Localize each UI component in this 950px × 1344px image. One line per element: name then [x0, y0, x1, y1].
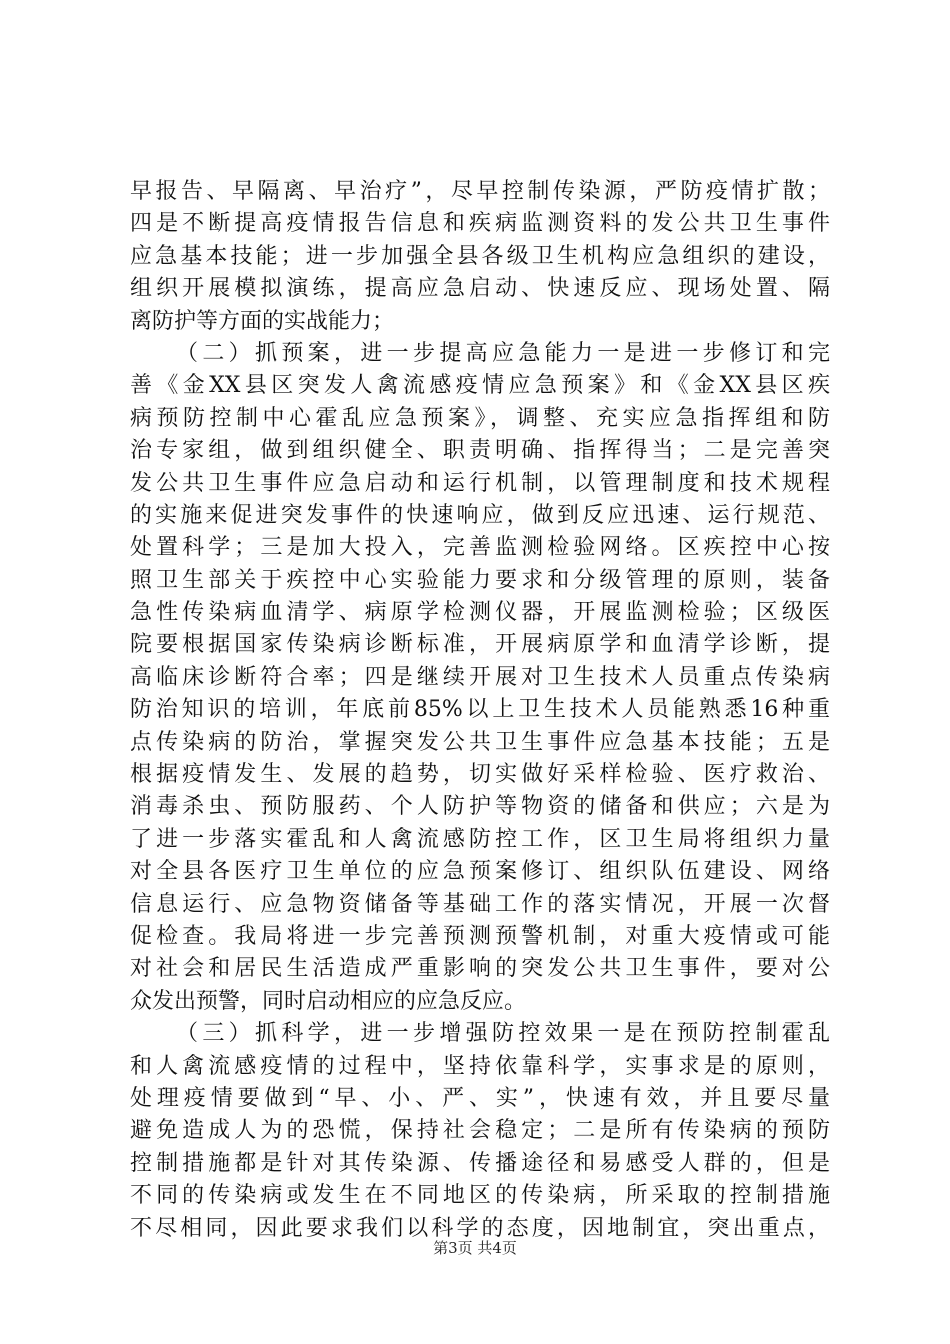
text-line: 对全县各医疗卫生单位的应急预案修订、组织队伍建设、网络 [130, 859, 830, 885]
page-number-footer: 第3页 共4页 [433, 1239, 517, 1257]
document-body [130, 176, 830, 1245]
text-line: 病预防控制中心霍乱应急预案》，调整、充实应急指挥组和防 [130, 405, 830, 431]
text-line: 对社会和居民生活造成严重影响的突发公共卫生事件，要对公 [130, 956, 830, 982]
text-line: 不同的传染病或发生在不同地区的传染病，所采取的控制措施 [130, 1183, 830, 1209]
text-line: 了进一步落实霍乱和人禽流感防控工作，区卫生局将组织力量 [130, 826, 830, 852]
text-line: 促检查。我局将进一步完善预测预警机制，对重大疫情或可能 [130, 923, 830, 949]
text-line: 消毒杀虫、预防服药、个人防护等物资的储备和供应；六是为 [130, 794, 830, 820]
text-line: 发公共卫生事件应急启动和运行机制，以管理制度和技术规程 [130, 470, 830, 496]
text-line: 和人禽流感疫情的过程中，坚持依靠科学，实事求是的原则， [130, 1053, 830, 1079]
text-line: 的实施来促进突发事件的快速响应，做到反应迅速、运行规范、 [130, 502, 830, 528]
text-line: 治专家组，做到组织健全、职责明确、指挥得当；二是完善突 [130, 438, 830, 464]
text-line: 急性传染病血清学、病原学检测仪器，开展监测检验；区级医 [130, 600, 830, 626]
text-line: 避免造成人为的恐慌，保持社会稳定；二是所有传染病的预防 [130, 1118, 830, 1144]
text-line: 控制措施都是针对其传染源、传播途径和易感受人群的，但是 [130, 1150, 830, 1176]
text-line: 高临床诊断符合率；四是继续开展对卫生技术人员重点传染病 [130, 664, 830, 690]
text-line: 根据疫情发生、发展的趋势，切实做好采样检验、医疗救治、 [130, 762, 830, 788]
text-line: 早报告、早隔离、早治疗”，尽早控制传染源，严防疫情扩散； [130, 179, 830, 204]
text-line: 院要根据国家传染病诊断标准，开展病原学和血清学诊断，提 [130, 632, 830, 658]
text-line: 四是不断提高疫情报告信息和疾病监测资料的发公共卫生事件 [130, 211, 830, 237]
text-line: （二）抓预案，进一步提高应急能力一是进一步修订和完 [176, 340, 830, 366]
text-line: 不尽相同，因此要求我们以科学的态度，因地制宜，突出重点， [130, 1215, 830, 1241]
text-line: 组织开展模拟演练，提高应急启动、快速反应、现场处置、隔 [130, 276, 830, 302]
text-line: 防治知识的培训，年底前85%以上卫生技术人员能熟悉16种重 [130, 697, 830, 723]
text-line: 信息运行、应急物资储备等基础工作的落实情况，开展一次督 [130, 891, 830, 917]
text-line: 离防护等方面的实战能力； [130, 308, 395, 334]
text-line: 照卫生部关于疾控中心实验能力要求和分级管理的原则，装备 [130, 567, 830, 593]
text-line: 众发出预警，同时启动相应的应急反应。 [130, 988, 527, 1014]
text-line: 善《金XX县区突发人禽流感疫情应急预案》和《金XX县区疾 [130, 373, 830, 399]
text-line: （三）抓科学，进一步增强防控效果一是在预防控制霍乱 [176, 1021, 830, 1047]
text-line: 点传染病的防治，掌握突发公共卫生事件应急基本技能；五是 [130, 729, 830, 755]
text-line: 处置科学；三是加大投入，完善监测检验网络。区疾控中心按 [130, 535, 830, 561]
text-line: 应急基本技能；进一步加强全县各级卫生机构应急组织的建设， [130, 243, 830, 269]
text-line: 处理疫情要做到“早、小、严、实”，快速有效，并且要尽量 [130, 1085, 830, 1111]
